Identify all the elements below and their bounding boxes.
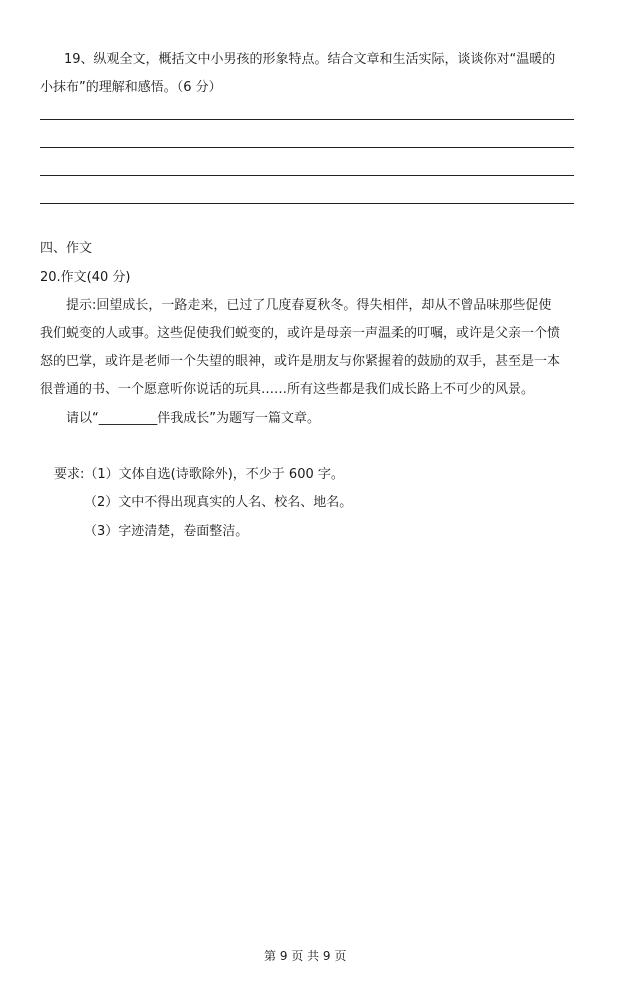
question-19-line-2: 小抹布”的理解和感悟。（6 分）: [40, 80, 222, 95]
requirement-2: （2）文中不得出现真实的人名、校名、地名。: [84, 495, 353, 510]
section-heading: 四、作文: [40, 241, 93, 256]
hint-line-4: 很普通的书、一个愿意听你说话的玩具……所有这些都是我们成长路上不可少的风景。: [40, 382, 535, 397]
page-number: 第 9 页 共 9 页: [264, 949, 347, 963]
answer-line: [40, 119, 574, 120]
answer-line: [40, 175, 574, 176]
question-20-title: 20.作文(40 分): [40, 270, 131, 285]
essay-instruction: 请以“_________伴我成长”为题写一篇文章。: [66, 411, 320, 426]
hint-line-2: 我们蜕变的人或事。这些促使我们蜕变的，或许是母亲一声温柔的叮嘱，或许是父亲一个愤: [40, 326, 561, 341]
answer-line: [40, 147, 574, 148]
requirement-1: 要求:（1）文体自选(诗歌除外)，不少于 600 字。: [54, 467, 344, 482]
hint-line-3: 怒的巴掌，或许是老师一个失望的眼神，或许是朋友与你紧握着的鼓励的双手，甚至是一本: [40, 354, 561, 369]
answer-line: [40, 203, 574, 204]
hint-line-1: 提示:回望成长，一路走来，已过了几度春夏秋冬。得失相伴，却从不曾品味那些促使: [66, 298, 552, 313]
question-19-line-1: 19、纵观全文，概括文中小男孩的形象特点。结合文章和生活实际，谈谈你对“温暖的: [64, 52, 556, 67]
requirement-3: （3）字迹清楚，卷面整洁。: [84, 524, 249, 539]
